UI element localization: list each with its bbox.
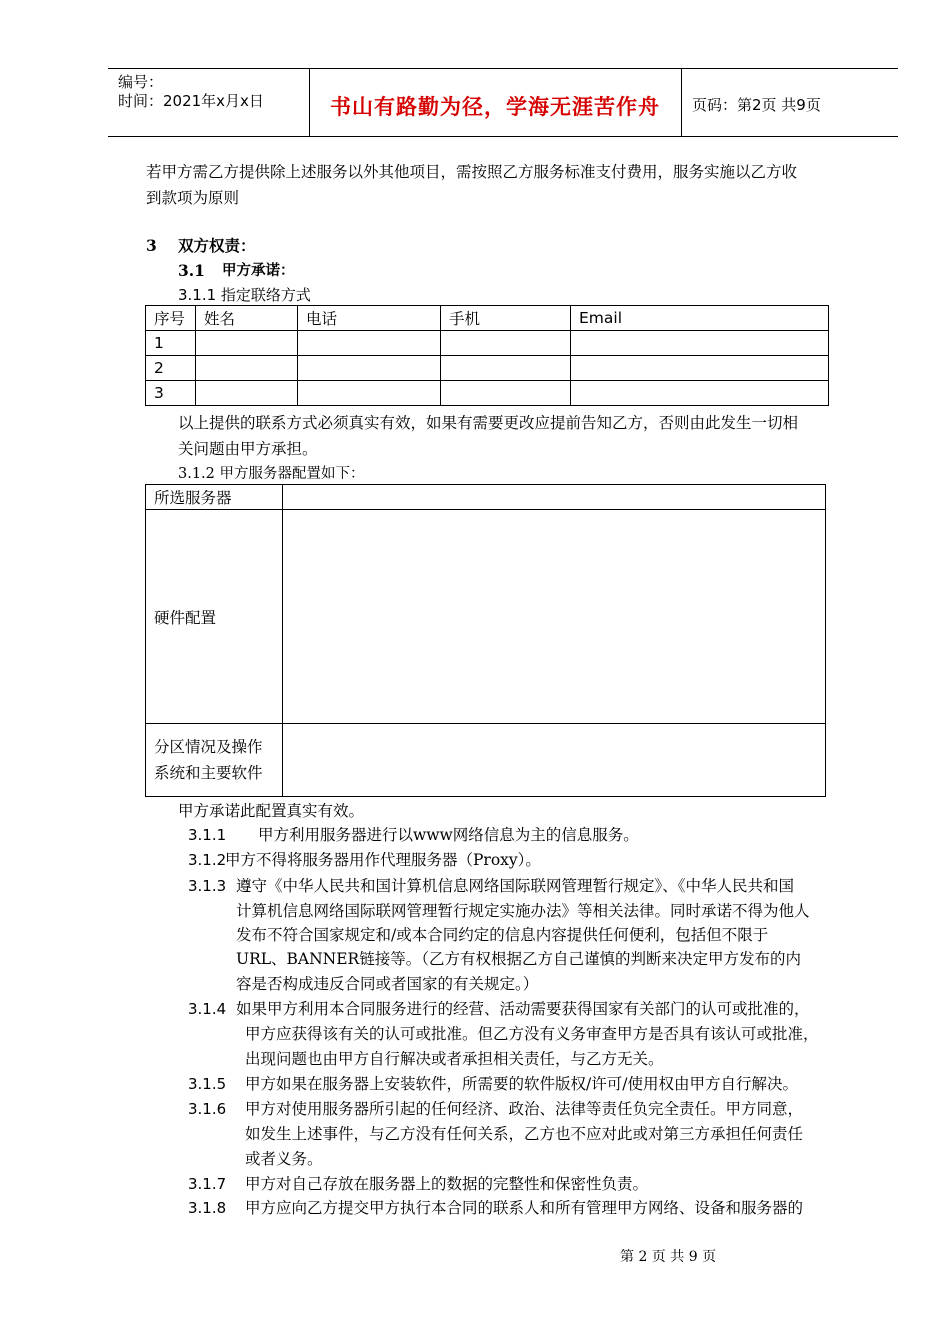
contact-cell-index: 3	[146, 381, 196, 406]
clause-number: 3.1.6	[188, 1100, 227, 1118]
contact-cell-name[interactable]	[196, 331, 298, 356]
table-row	[146, 485, 826, 510]
section-3-number: 3	[146, 236, 157, 255]
server-row-hardware-value[interactable]	[283, 510, 826, 724]
clause-number: 3.1.5	[188, 1075, 227, 1093]
clause-number: 3.1.7	[188, 1175, 227, 1193]
contact-header-mobile: 手机	[441, 306, 571, 331]
header-number-label: 编号：	[118, 73, 164, 91]
server-config-heading: 3.1.2 甲方服务器配置如下：	[178, 466, 365, 482]
header-top-rule	[108, 68, 898, 69]
contact-note-line-2: 关问题由甲方承担。	[178, 440, 318, 458]
contact-cell-email[interactable]	[571, 356, 829, 381]
contact-header-phone: 电话	[298, 306, 441, 331]
contact-table-header-row	[146, 306, 829, 331]
contact-cell-phone[interactable]	[298, 331, 441, 356]
clause-text: 甲方对使用服务器所引起的任何经济、政治、法律等责任负完全责任。甲方同意，	[245, 1100, 804, 1118]
header-page-label: 页码：第2页 共9页	[692, 96, 821, 114]
table-row	[146, 331, 829, 356]
contact-header-name: 姓名	[196, 306, 298, 331]
contact-header-email: Email	[571, 306, 829, 331]
contact-cell-email[interactable]	[571, 331, 829, 356]
contact-cell-name[interactable]	[196, 356, 298, 381]
server-row-partition-label-line-1: 分区情况及操作	[154, 738, 263, 756]
intro-line-2: 到款项为原则	[146, 189, 240, 207]
header-bottom-rule	[108, 136, 898, 137]
contact-cell-mobile[interactable]	[441, 331, 571, 356]
server-row-selected-value[interactable]	[283, 485, 826, 510]
table-row	[146, 724, 826, 797]
server-row-partition-label	[146, 724, 283, 797]
contact-cell-phone[interactable]	[298, 381, 441, 406]
server-row-selected-label: 所选服务器	[146, 485, 283, 510]
server-table	[145, 484, 826, 797]
contact-cell-index: 1	[146, 331, 196, 356]
clause-text: 发布不符合国家规定和/或本合同约定的信息内容提供任何便利，包括但不限于	[236, 926, 769, 944]
header-divider-left	[309, 68, 310, 136]
clause-text: 甲方不得将服务器用作代理服务器（Proxy）。	[225, 851, 541, 869]
clause-text: 甲方应向乙方提交甲方执行本合同的联系人和所有管理甲方网络、设备和服务器的	[245, 1199, 804, 1217]
clause-number: 3.1.8	[188, 1199, 227, 1217]
section-3-title: 双方权责：	[178, 236, 256, 255]
contact-cell-name[interactable]	[196, 381, 298, 406]
contact-cell-email[interactable]	[571, 381, 829, 406]
clause-text: 如果甲方利用本合同服务进行的经营、活动需要获得国家有关部门的认可或批准的，	[236, 1000, 810, 1018]
table-row	[146, 356, 829, 381]
clause-number: 3.1.3	[188, 877, 227, 895]
intro-line-1: 若甲方需乙方提供除上述服务以外其他项目，需按照乙方服务标准支付费用，服务实施以乙方收	[146, 163, 798, 181]
contact-cell-phone[interactable]	[298, 356, 441, 381]
clause-text: 出现问题也由甲方自行解决或者承担相关责任，与乙方无关。	[245, 1050, 664, 1068]
server-row-partition-label-line-2: 系统和主要软件	[154, 764, 263, 782]
contact-note-line-1: 以上提供的联系方式必须真实有效，如果有需要更改应提前告知乙方，否则由此发生一切相	[178, 414, 799, 432]
page-footer: 第 2 页 共 9 页	[620, 1249, 717, 1265]
table-row	[146, 381, 829, 406]
clause-text: 甲方如果在服务器上安装软件，所需要的软件版权/许可/使用权由甲方自行解决。	[245, 1075, 798, 1093]
clause-text: 甲方应获得该有关的认可或批准。但乙方没有义务审查甲方是否具有该认可或批准，	[245, 1025, 819, 1043]
section-3-1-title: 甲方承诺：	[222, 262, 295, 279]
header-motto: 书山有路勤为径，学海无涯苦作舟	[330, 95, 660, 119]
section-3-1-number: 3.1	[178, 261, 205, 280]
contact-cell-mobile[interactable]	[441, 356, 571, 381]
clause-text: 如发生上述事件，与乙方没有任何关系，乙方也不应对此或对第三方承担任何责任	[245, 1125, 804, 1143]
server-note: 甲方承诺此配置真实有效。	[178, 802, 365, 820]
server-row-hardware-label: 硬件配置	[146, 510, 283, 724]
table-row	[146, 510, 826, 724]
clause-text: 或者义务。	[245, 1150, 323, 1168]
clause-text: URL、BANNER链接等。（乙方有权根据乙方自己谨慎的判断来决定甲方发布的内	[236, 950, 801, 968]
contact-cell-mobile[interactable]	[441, 381, 571, 406]
server-row-partition-value[interactable]	[283, 724, 826, 797]
contact-header-index: 序号	[146, 306, 196, 331]
header-divider-right	[681, 68, 682, 136]
item-3-1-1-heading: 3.1.1 指定联络方式	[178, 286, 311, 304]
clause-number: 3.1.2	[188, 851, 227, 869]
clause-text: 计算机信息网络国际联网管理暂行规定实施办法》等相关法律。同时承诺不得为他人	[236, 902, 810, 920]
clause-text: 甲方利用服务器进行以www网络信息为主的信息服务。	[258, 826, 639, 844]
contact-cell-index: 2	[146, 356, 196, 381]
clause-number: 3.1.1	[188, 826, 227, 844]
clause-text: 甲方对自己存放在服务器上的数据的完整性和保密性负责。	[245, 1175, 649, 1193]
clause-number: 3.1.4	[188, 1000, 227, 1018]
contact-table	[145, 305, 829, 406]
header-time-label: 时间：2021年x月x日	[118, 92, 264, 110]
clause-text: 容是否构成违反合同或者国家的有关规定。）	[236, 975, 539, 993]
clause-text: 遵守《中华人民共和国计算机信息网络国际联网管理暂行规定》、《中华人民共和国	[236, 877, 795, 895]
